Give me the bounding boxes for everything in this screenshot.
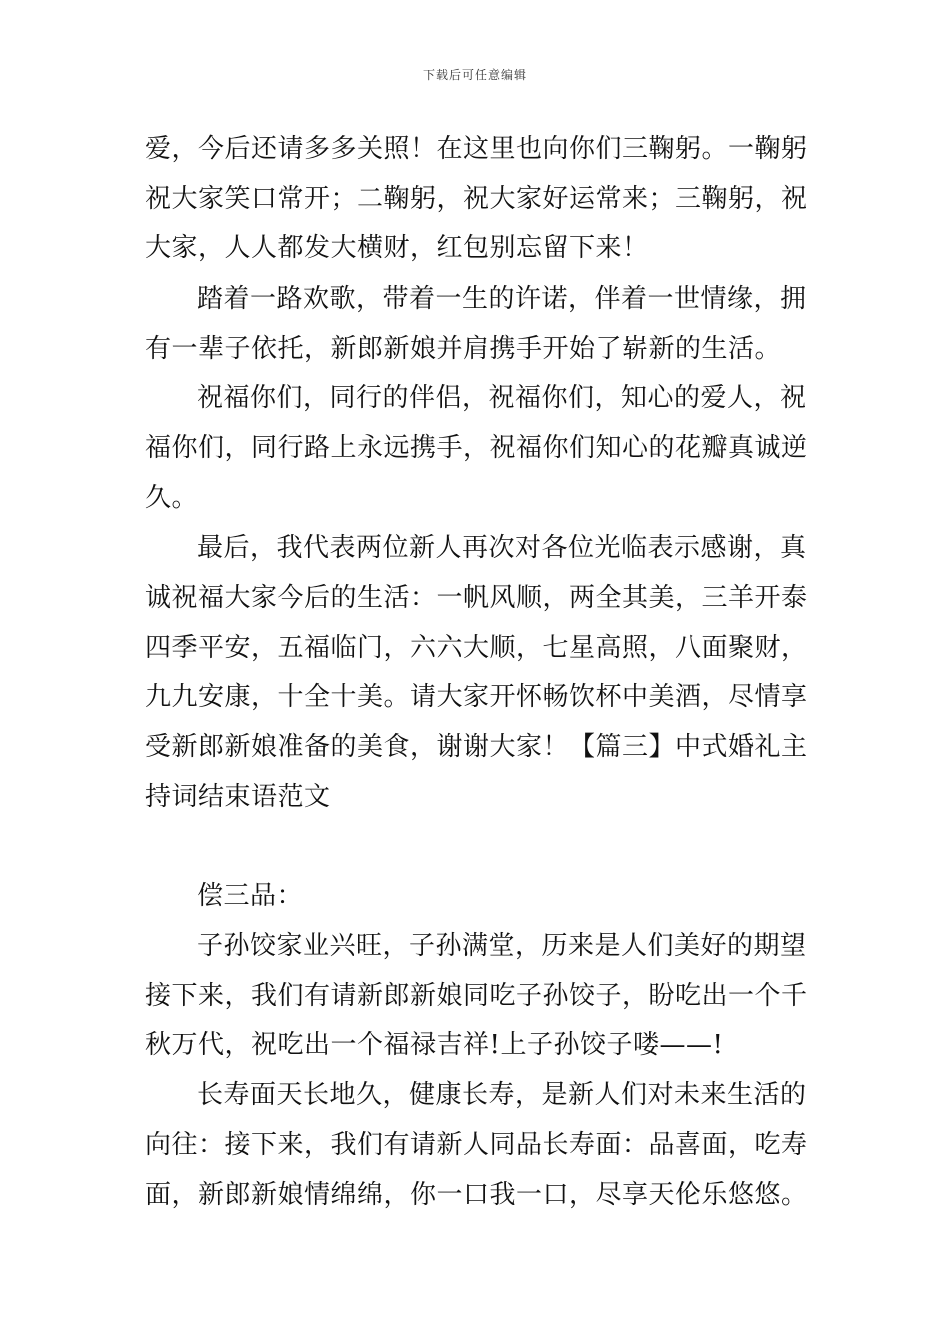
paragraph-line: 四季平安，五福临门，六六大顺，七星高照，八面聚财， bbox=[145, 633, 808, 663]
paragraph-line: 九九安康，十全十美。请大家开怀畅饮杯中美酒，尽情享 bbox=[145, 682, 808, 712]
paragraph-line: 秋万代，祝吃出一个福禄吉祥!上子孙饺子喽——! bbox=[145, 1030, 724, 1060]
paragraph-line: 受新郎新娘准备的美食，谢谢大家！【篇三】中式婚礼主 bbox=[145, 732, 808, 762]
paragraph-line: 爱，今后还请多多关照！在这里也向你们三鞠躬。一鞠躬 bbox=[145, 134, 808, 164]
paragraph-line: 久。 bbox=[145, 483, 199, 513]
page-header: 下载后可任意编辑 bbox=[422, 68, 527, 82]
paragraph-line: 偿三品： bbox=[197, 881, 304, 911]
paragraph-line: 大家，人人都发大横财，红包别忘留下来！ bbox=[145, 233, 649, 263]
paragraph-line: 祝大家笑口常开；二鞠躬，祝大家好运常来；三鞠躬，祝 bbox=[145, 184, 808, 214]
paragraph-line: 长寿面天长地久，健康长寿，是新人们对未来生活的 bbox=[197, 1080, 807, 1110]
paragraph-line: 踏着一路欢歌，带着一生的许诺，伴着一世情缘，拥 bbox=[197, 284, 807, 314]
paragraph-line: 持词结束语范文 bbox=[145, 782, 331, 812]
paragraph-line: 最后，我代表两位新人再次对各位光临表示感谢，真 bbox=[197, 533, 807, 563]
paragraph-line: 福你们，同行路上永远携手，祝福你们知心的花瓣真诚逆 bbox=[145, 433, 808, 463]
paragraph-line: 向往：接下来，我们有请新人同品长寿面：品喜面，吃寿 bbox=[145, 1130, 808, 1160]
paragraph-line: 诚祝福大家今后的生活：一帆风顺，两全其美，三羊开泰 bbox=[145, 583, 808, 613]
paragraph-line: 有一辈子依托，新郎新娘并肩携手开始了崭新的生活。 bbox=[145, 334, 782, 364]
paragraph-line: 子孙饺家业兴旺，子孙满堂，历来是人们美好的期望 bbox=[197, 931, 807, 961]
paragraph-line: 接下来，我们有请新郎新娘同吃子孙饺子，盼吃出一个千 bbox=[145, 981, 808, 1011]
paragraph-line: 祝福你们，同行的伴侣，祝福你们，知心的爱人，祝 bbox=[197, 383, 807, 413]
paragraph-line: 面，新郎新娘情绵绵，你一口我一口，尽享天伦乐悠悠。 bbox=[145, 1180, 808, 1210]
